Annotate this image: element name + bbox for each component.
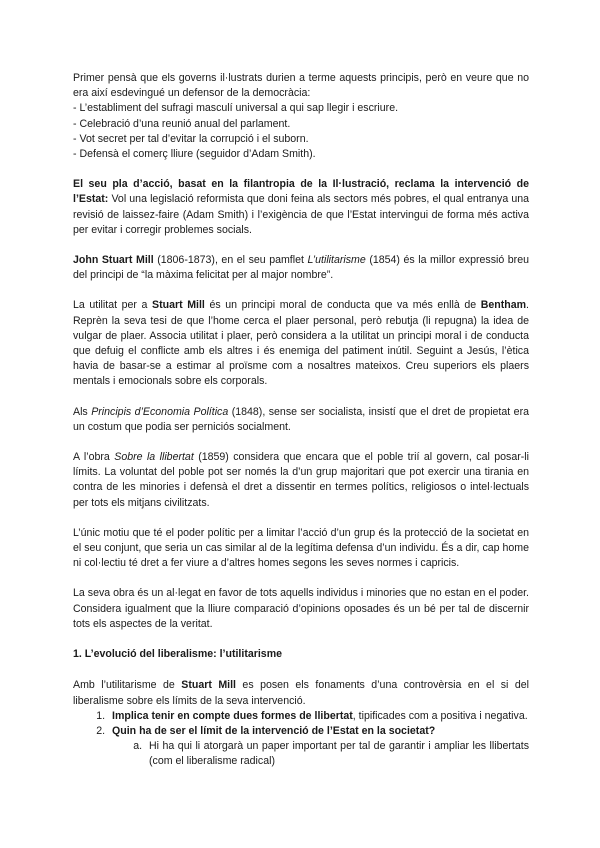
paragraph-section-intro: [73, 678, 529, 708]
list-item: [108, 724, 529, 770]
paragraph-political-power: [73, 526, 529, 572]
list-item: [108, 709, 529, 724]
text-run: A l’obra: [73, 451, 115, 464]
text-run: (1854) és la millor expressió breu del principi de “la màxima felicitat per al major nombre”.: [73, 254, 529, 282]
author-name: Stuart Mill: [181, 679, 236, 692]
document-page: [73, 71, 529, 770]
section-heading: 1. L’evolució del liberalisme: l’utilitarisme: [73, 648, 283, 661]
text-run: (1806-1873), en el seu pamflet: [153, 254, 308, 267]
text-run: Als: [73, 405, 92, 418]
author-name: John Stuart Mill: [73, 254, 154, 267]
author-name: Stuart Mill: [152, 299, 205, 312]
work-title: Sobre la llibertat: [114, 451, 194, 464]
paragraph-minorities: [73, 586, 529, 632]
list-item: - L’establiment del sufragi masculí universal a qui sap llegir i escriure.: [73, 102, 399, 115]
text-run: es posen els fonaments d’una controvèrsia en el si del liberalisme sobre els límits de la seva intervenció.: [73, 679, 529, 707]
reform-list: [73, 101, 529, 162]
text-run: (1848), sense ser socialista, insistí que el dret de propietat era un costum que podia ser perniciós socialment.: [73, 405, 529, 433]
paragraph-text: L’únic motiu que té el poder polític per a limitar l’acció d’un grup és la protecció de la societat en el seu conjunt, que seria un cas similar al de la legítima defensa d’un individu. És a dir, cap home ni col·lectiu té dret a fer viure a d’altres homes segons les seves normes i capricis.: [73, 526, 529, 570]
paragraph-democracy: [73, 71, 529, 101]
work-title: Principis d’Economia Política: [91, 405, 229, 418]
sub-list-item: a. Hi ha qui li atorgarà un paper important per tal de garantir i ampliar les llibertats (com el liberalisme radical): [145, 739, 529, 769]
text-run: (1859) considera que encara que el poble trií al govern, cal posar-li límits. La voluntat del poble pot ser només la d’un grup majoritari que pot exercir una tirania en contra de les minories i defensà el dret a dissentir en termes polítics, religiosos o intel·lectuals per tots els mitjans civilitzats.: [73, 451, 529, 509]
paragraph-text: La seva obra és un al·legat en favor de tots aquells individus i minories que no estan en el poder. Considera igualment que la lliure comparació d’opinions oposades és un bé per tal de discernir tots els aspectes de la veritat.: [73, 587, 529, 630]
list-item-bold: Quin ha de ser el límit de la intervenció de l’Estat en la societat?: [112, 724, 436, 737]
paragraph-text: Vol una legislació reformista que doni feina als sectors més pobres, el qual entranya una revisió de laissez-faire (Adam Smith) i l’exigència de que l’Estat intervingui de forma més activa per evitar i corregir problemes socials.: [73, 193, 529, 236]
text-run: . Reprèn la seva tesi de que l’home cerca el plaer personal, però rebutja (li repugna) la idea de vulgar de plaer. Associa utilitat i plaer, però considera a la utilitat un principi moral i de conducta que defuig el conflicte amb els altres i és enemiga del patiment inútil. Seguint a Jesús, l’ètica havia de basar-se a estimar al proïsme com a nosaltres mateixos. Creu superiors els plaers mentals i emocionals sobre els corporals.: [73, 299, 529, 388]
text-run: , tipificades com a positiva i negativa.: [352, 709, 528, 722]
list-item: - Vot secret per tal d’evitar la corrupció i el suborn.: [73, 132, 309, 145]
list-item: - Celebració d’una reunió anual del parlament.: [73, 117, 291, 130]
text-run: La utilitat per a: [73, 299, 152, 312]
bold-lead: El seu pla d’acció, basat en la filantropia de la Il·lustració, reclama la intervenció de l’Estat:: [73, 178, 529, 206]
paragraph-on-liberty: [73, 450, 529, 511]
paragraph-political-economy: [73, 405, 529, 435]
paragraph-utility: [73, 298, 529, 389]
list-item: - Defensà el comerç lliure (seguidor d’Adam Smith).: [73, 148, 316, 161]
list-item-bold: Implica tenir en compte dues formes de llibertat: [112, 709, 353, 722]
numbered-list: [73, 709, 529, 770]
text-run: és un principi moral de conducta que va més enllà de: [204, 299, 481, 312]
sub-list: [112, 739, 529, 769]
paragraph-mill-intro: [73, 253, 529, 283]
author-name: Bentham: [480, 299, 527, 312]
paragraph-text: Primer pensà que els governs il·lustrats durien a terme aquests principis, però en veure que no era així esdevingué un defensor de la democràcia:: [73, 72, 529, 100]
paragraph-action-plan: [73, 177, 529, 238]
text-run: Amb l’utilitarisme de: [73, 679, 182, 692]
work-title: L’utilitarisme: [307, 254, 366, 267]
